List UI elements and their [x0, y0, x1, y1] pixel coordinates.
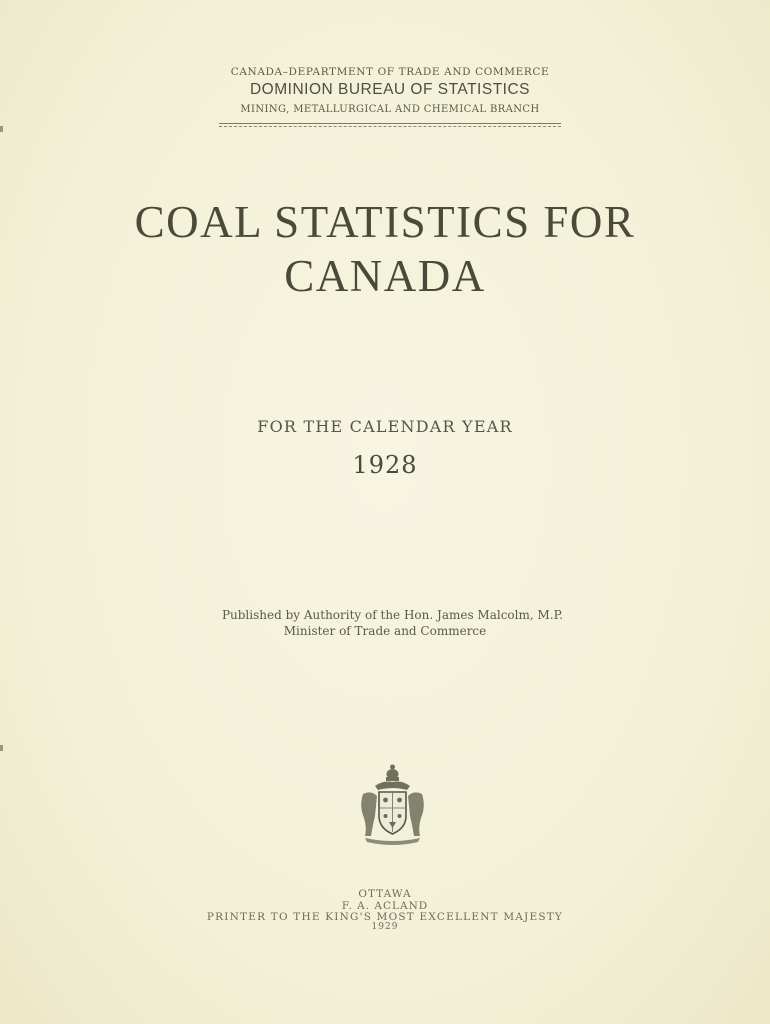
document-title-line-1: COAL STATISTICS FOR [134, 197, 636, 247]
authority-line-2: Minister of Trade and Commerce [283, 624, 487, 638]
imprint-year: 1929 [371, 922, 399, 932]
imprint-printer-title: PRINTER TO THE KING'S MOST EXCELLENT MAJESTY [206, 911, 564, 923]
document-title-line-2: CANADA [284, 251, 486, 301]
report-year: 1928 [352, 451, 418, 479]
branch-heading: MINING, METALLURGICAL AND CHEMICAL BRANCH [240, 104, 540, 115]
imprint-printer: F. A. ACLAND [341, 900, 429, 912]
scan-edge-mark [0, 745, 3, 751]
bureau-heading: DOMINION BUREAU OF STATISTICS [249, 81, 531, 98]
authority-line-1: Published by Authority of the Hon. James Malcolm, M.P. [221, 608, 564, 622]
header-rule-dashed [219, 126, 561, 127]
coat-of-arms-icon [355, 762, 430, 846]
header-rule [219, 123, 561, 124]
department-heading: CANADA–DEPARTMENT OF TRADE AND COMMERCE [230, 66, 550, 78]
scan-edge-mark [0, 126, 3, 132]
imprint-city: OTTAWA [358, 888, 412, 900]
calendar-year-label: FOR THE CALENDAR YEAR [257, 417, 513, 436]
